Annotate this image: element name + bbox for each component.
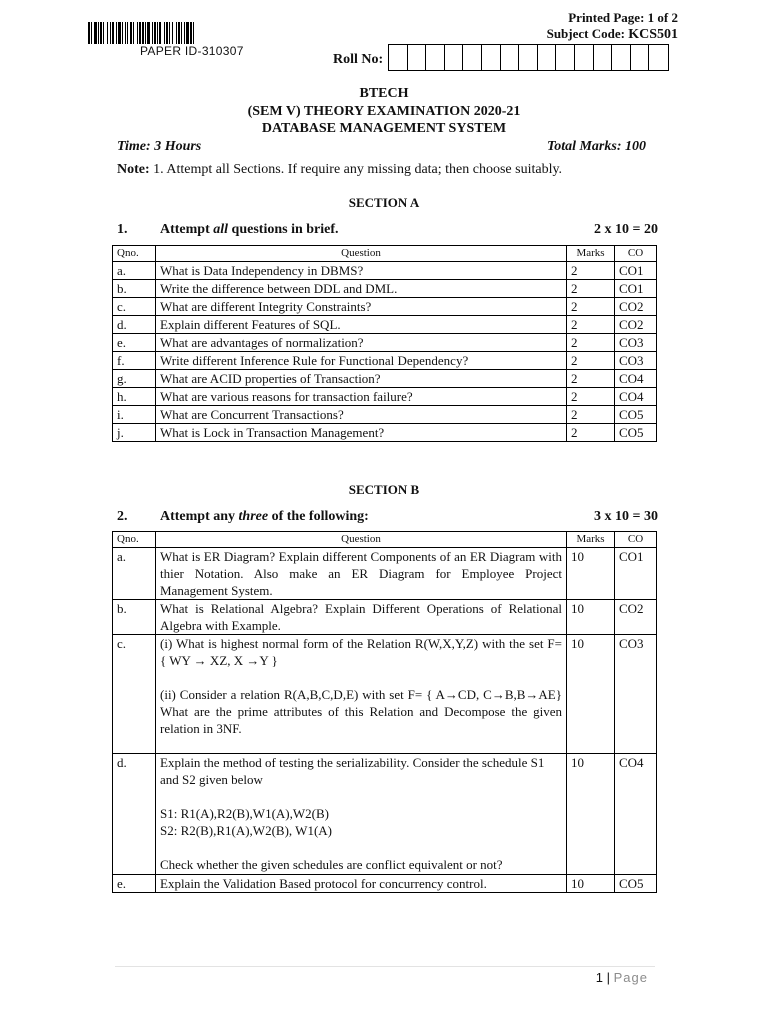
subject-code-value: KCS501 [628,27,678,42]
marks: 10 [567,600,615,635]
section-b-number: 2. [117,509,128,524]
roll-no-box[interactable] [519,45,538,70]
roll-no-box[interactable] [594,45,613,70]
col-co: CO [615,246,657,262]
paper-id: PAPER ID-310307 [140,44,244,58]
barcode-bar [194,22,196,44]
col-qno: Qno. [113,246,156,262]
marks: 2 [567,352,615,370]
instruction-emphasis: all [213,222,229,237]
roll-no-box[interactable] [501,45,520,70]
co: CO2 [615,600,657,635]
question: What are Concurrent Transactions? [156,406,567,424]
section-a-heading: SECTION A [348,195,420,210]
subject-title: DATABASE MANAGEMENT SYSTEM [261,121,507,136]
question: Write the difference between DDL and DML. [156,280,567,298]
roll-no-box[interactable] [463,45,482,70]
table-row [113,424,657,442]
co: CO4 [615,370,657,388]
instruction-text: Attempt [160,222,214,237]
table-header-row [113,246,657,262]
table-row [113,370,657,388]
page-number-value: 1 [595,970,604,985]
section-b-table [112,531,657,893]
table-row [113,388,657,406]
section-b-marks: 3 x 10 = 30 [594,509,658,524]
footer-divider [115,966,655,967]
section-a-marks: 2 x 10 = 20 [594,222,658,237]
marks: 2 [567,388,615,406]
qno: h. [113,388,156,406]
qno: c. [113,635,156,754]
section-a-table [112,245,657,442]
qno: b. [113,600,156,635]
table-row [113,600,657,635]
qno: e. [113,875,156,893]
question-part-2: (ii) Consider a relation R(A,B,C,D,E) with set F= { A→CD, C→B,B→AE} What are the prime attributes of this Relation and Decompose the given relation in 3NF. [160,687,562,736]
roll-no-box[interactable] [408,45,427,70]
roll-no-box[interactable] [556,45,575,70]
qno: d. [113,316,156,334]
program-title: BTECH [359,86,409,101]
qno: f. [113,352,156,370]
co: CO3 [615,334,657,352]
schedule-s1: S1: R1(A),R2(B),W1(A),W2(B) [160,806,329,821]
marks: 2 [567,262,615,280]
co: CO4 [615,388,657,406]
table-row [113,334,657,352]
question: Write different Inference Rule for Functional Dependency? [156,352,567,370]
question: What are different Integrity Constraints? [156,298,567,316]
co: CO1 [615,280,657,298]
qno: d. [113,754,156,875]
marks: 10 [567,548,615,600]
col-qno: Qno. [113,532,156,548]
section-b-instruction [160,509,369,525]
section-b-heading: SECTION B [348,482,420,497]
marks: 2 [567,406,615,424]
roll-no-box[interactable] [575,45,594,70]
marks: 2 [567,280,615,298]
section-a-number: 1. [117,222,128,237]
roll-no-boxes[interactable] [388,44,669,71]
qno: i. [113,406,156,424]
note [117,162,562,178]
marks: 2 [567,370,615,388]
marks: 2 [567,298,615,316]
question: What is Relational Algebra? Explain Different Operations of Relational Algebra with Example. [156,600,567,635]
co: CO2 [615,298,657,316]
total-marks: Total Marks: 100 [546,139,646,154]
question [156,635,567,754]
question: Explain the Validation Based protocol for concurrency control. [156,875,567,893]
col-marks: Marks [567,532,615,548]
qno: e. [113,334,156,352]
marks: 10 [567,875,615,893]
question-part-3: Check whether the given schedules are conflict equivalent or not? [160,857,503,872]
table-header-row [113,532,657,548]
page-separator: | [603,970,614,985]
table-row [113,352,657,370]
roll-no-box[interactable] [426,45,445,70]
roll-no-box[interactable] [482,45,501,70]
question: What are ACID properties of Transaction? [156,370,567,388]
note-label: Note: [117,162,150,177]
co: CO1 [615,548,657,600]
question: Explain different Features of SQL. [156,316,567,334]
col-question: Question [156,532,567,548]
table-row [113,316,657,334]
co: CO4 [615,754,657,875]
marks: 2 [567,316,615,334]
table-row [113,262,657,280]
question [156,754,567,875]
co: CO1 [615,262,657,280]
subject-code-label: Subject Code: [546,26,625,41]
table-row [113,754,657,875]
col-marks: Marks [567,246,615,262]
marks: 10 [567,754,615,875]
roll-no-box[interactable] [649,45,668,70]
roll-no-box[interactable] [389,45,408,70]
roll-no-box[interactable] [445,45,464,70]
co: CO5 [615,424,657,442]
instruction-text: Attempt any [160,509,239,524]
table-row [113,298,657,316]
section-a-instruction [160,222,339,238]
col-co: CO [615,532,657,548]
table-row [113,875,657,893]
qno: a. [113,548,156,600]
question: What is Lock in Transaction Management? [156,424,567,442]
table-row [113,406,657,424]
co: CO3 [615,635,657,754]
qno: a. [113,262,156,280]
printed-page-value: 1 of 2 [647,10,678,25]
co: CO2 [615,316,657,334]
co: CO5 [615,875,657,893]
printed-page-label: Printed Page: [568,10,645,25]
schedule-s2: S2: R2(B),R1(A),W2(B), W1(A) [160,823,332,838]
instruction-emphasis: three [238,509,269,524]
question: What is Data Independency in DBMS? [156,262,567,280]
table-row [113,548,657,600]
question: What is ER Diagram? Explain different Components of an ER Diagram with thier Notation. Also make an ER Diagram for Employee Project Management System. [156,548,567,600]
question-part-1: Explain the method of testing the serializability. Consider the schedule S1 and S2 given below [160,755,545,787]
qno: j. [113,424,156,442]
table-row [113,635,657,754]
roll-no-label: Roll No: [333,52,384,67]
table-row [113,280,657,298]
qno: c. [113,298,156,316]
instruction-text: questions in brief. [228,222,339,237]
roll-no-box[interactable] [631,45,650,70]
qno: b. [113,280,156,298]
page-number [596,970,648,985]
page-word: Page [613,970,648,985]
barcode [88,22,300,44]
co: CO5 [615,406,657,424]
roll-no-box[interactable] [612,45,631,70]
exam-title: (SEM V) THEORY EXAMINATION 2020-21 [247,104,521,119]
question: What are various reasons for transaction failure? [156,388,567,406]
qno: g. [113,370,156,388]
note-text: 1. Attempt all Sections. If require any missing data; then choose suitably. [153,162,563,177]
col-question: Question [156,246,567,262]
question: What are advantages of normalization? [156,334,567,352]
subject-code [547,26,678,43]
exam-time: Time: 3 Hours [117,139,202,154]
marks: 2 [567,334,615,352]
question-part-1: (i) What is highest normal form of the Relation R(W,X,Y,Z) with the set F= { WY → XZ, X →Y } [160,636,562,668]
roll-no-box[interactable] [538,45,557,70]
co: CO3 [615,352,657,370]
marks: 10 [567,635,615,754]
instruction-text: of the following: [268,509,369,524]
marks: 2 [567,424,615,442]
printed-page [568,10,678,26]
